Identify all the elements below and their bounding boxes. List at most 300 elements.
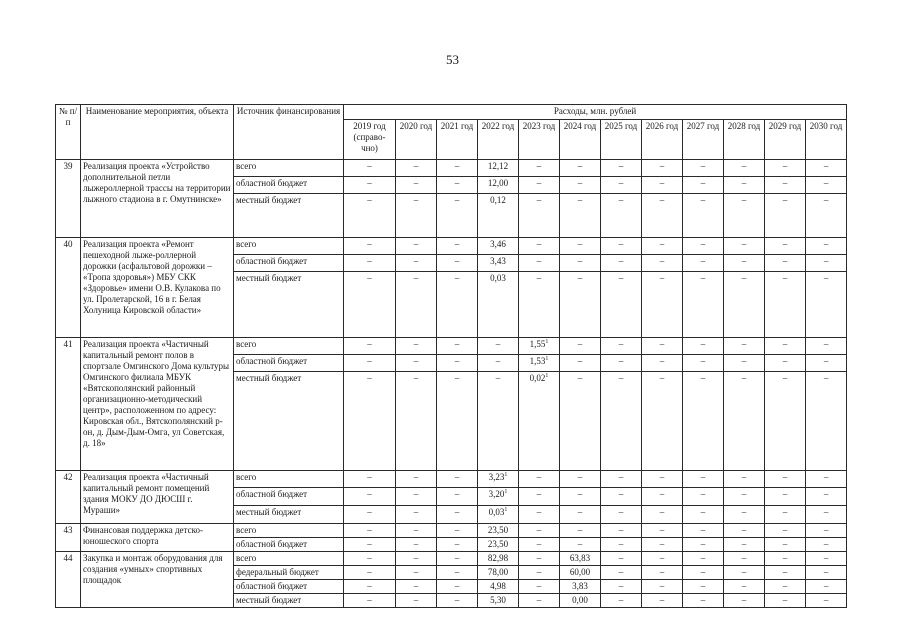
expense-value	[519, 488, 560, 506]
expense-value	[724, 506, 765, 524]
value-text: –	[741, 567, 747, 577]
event-name: Финансовая поддержка детско-юношеского спорта	[81, 524, 234, 552]
value-text: 12,12	[487, 161, 509, 171]
expense-value	[724, 355, 765, 372]
expense-value	[478, 355, 519, 372]
value-text: –	[700, 581, 706, 591]
expense-value	[478, 177, 519, 194]
value-text: –	[536, 472, 542, 482]
value-text: –	[367, 489, 372, 499]
value-text: –	[782, 595, 788, 605]
expense-value	[806, 488, 847, 506]
value-text: 1,53	[529, 356, 546, 366]
value-text: –	[367, 195, 372, 205]
value-text: –	[659, 581, 665, 591]
expense-value	[806, 552, 847, 566]
value-text: –	[659, 553, 665, 563]
value-text: –	[782, 356, 788, 366]
value-text: –	[618, 339, 624, 349]
value-text: –	[741, 178, 747, 188]
event-name: Реализация проекта «Частичный капитальный ремонт помещений здания МОКУ ДО ДЮСШ г. Мураши»	[81, 471, 234, 524]
footnote-mark: 1	[545, 373, 549, 379]
value-text: –	[577, 239, 583, 249]
value-text: –	[454, 356, 460, 366]
expense-value	[683, 372, 724, 471]
expense-value	[601, 552, 642, 566]
value-text: –	[700, 239, 706, 249]
value-text: –	[700, 256, 706, 266]
value-text: –	[413, 161, 419, 171]
expense-value	[683, 238, 724, 255]
expense-value	[724, 194, 765, 238]
value-text: –	[367, 507, 372, 517]
expense-value	[601, 372, 642, 471]
value-text: –	[577, 525, 583, 535]
value-text: 0,12	[490, 195, 506, 205]
expense-value	[437, 338, 478, 355]
value-text: –	[536, 489, 542, 499]
expense-value	[344, 372, 396, 471]
expense-value	[437, 160, 478, 177]
value-text: –	[700, 178, 706, 188]
value-text: –	[659, 472, 665, 482]
value-text: –	[413, 239, 419, 249]
value-text: 5,30	[490, 595, 506, 605]
value-text: –	[367, 356, 372, 366]
expense-value	[519, 372, 560, 471]
value-text: –	[782, 195, 788, 205]
footnote-mark: 1	[545, 356, 549, 362]
value-text: –	[454, 553, 460, 563]
expense-value	[344, 580, 396, 594]
expense-value	[765, 538, 806, 552]
value-text: –	[823, 178, 829, 188]
expense-value	[724, 372, 765, 471]
value-text: –	[823, 595, 829, 605]
expense-value	[519, 255, 560, 272]
expense-value	[478, 506, 519, 524]
expense-value	[560, 580, 601, 594]
value-text: –	[618, 373, 624, 383]
value-text: –	[782, 239, 788, 249]
expense-value	[478, 566, 519, 580]
expense-value	[806, 594, 847, 608]
value-text: –	[659, 239, 665, 249]
value-text: –	[823, 339, 829, 349]
expense-value	[396, 238, 437, 255]
expense-value	[344, 355, 396, 372]
expense-value	[519, 594, 560, 608]
value-text: 1,55	[529, 339, 546, 349]
value-text: –	[367, 256, 372, 266]
expense-value	[478, 372, 519, 471]
expense-value	[601, 538, 642, 552]
value-text: –	[700, 595, 706, 605]
value-text: –	[577, 195, 583, 205]
expense-value	[396, 538, 437, 552]
value-text: –	[454, 339, 460, 349]
value-text: 12,00	[487, 178, 509, 188]
expense-value	[437, 580, 478, 594]
expense-value	[396, 355, 437, 372]
value-text: 0,00	[572, 595, 588, 605]
value-text: –	[413, 356, 419, 366]
value-text: –	[367, 178, 372, 188]
expense-value	[806, 338, 847, 355]
expense-value	[437, 594, 478, 608]
value-text: –	[367, 553, 372, 563]
funding-source: местный бюджет	[234, 594, 344, 608]
expense-value	[683, 255, 724, 272]
table-row	[56, 552, 847, 566]
value-text: –	[618, 595, 624, 605]
expense-value	[344, 594, 396, 608]
funding-source: всего	[234, 160, 344, 177]
expense-value	[642, 580, 683, 594]
value-text: –	[782, 273, 788, 283]
value-text: –	[741, 373, 747, 383]
value-text: –	[823, 239, 829, 249]
expense-value	[806, 238, 847, 255]
value-text: –	[659, 339, 665, 349]
header-year: 2020 год	[396, 120, 437, 160]
header-year: 2030 год	[806, 120, 847, 160]
expense-value	[560, 524, 601, 538]
value-text: –	[413, 525, 419, 535]
expense-value	[642, 372, 683, 471]
expense-value	[724, 524, 765, 538]
expense-value	[437, 272, 478, 338]
expense-value	[478, 238, 519, 255]
expense-value	[344, 255, 396, 272]
expense-value	[724, 566, 765, 580]
expense-value	[601, 524, 642, 538]
expense-value	[683, 177, 724, 194]
value-text: –	[536, 195, 542, 205]
value-text: –	[577, 339, 583, 349]
expense-value	[642, 338, 683, 355]
value-text: –	[454, 539, 460, 549]
expense-value	[724, 488, 765, 506]
expense-value	[683, 580, 724, 594]
value-text: –	[782, 256, 788, 266]
funding-source: областной бюджет	[234, 580, 344, 594]
expense-value	[560, 488, 601, 506]
value-text: –	[618, 239, 624, 249]
value-text: –	[536, 256, 542, 266]
expense-value	[765, 372, 806, 471]
expense-value	[344, 566, 396, 580]
expense-value	[344, 160, 396, 177]
header-year: 2019 год (справо-чно)	[344, 120, 396, 160]
value-text: –	[413, 195, 419, 205]
page-number: 53	[446, 52, 459, 67]
expense-value	[560, 255, 601, 272]
expense-value	[519, 580, 560, 594]
value-text: –	[823, 472, 829, 482]
expense-value	[601, 194, 642, 238]
value-text: –	[454, 239, 460, 249]
expense-value	[642, 238, 683, 255]
expense-value	[560, 355, 601, 372]
value-text: –	[454, 595, 460, 605]
value-text: –	[741, 256, 747, 266]
header-year: 2026 год	[642, 120, 683, 160]
value-text: –	[536, 507, 542, 517]
value-text: –	[536, 553, 542, 563]
value-text: –	[700, 273, 706, 283]
expense-value	[806, 177, 847, 194]
expense-value	[601, 471, 642, 488]
value-text: –	[367, 567, 372, 577]
expense-value	[806, 538, 847, 552]
table-row	[56, 238, 847, 255]
value-text: –	[782, 567, 788, 577]
expense-value	[765, 580, 806, 594]
expense-value	[478, 160, 519, 177]
value-text: –	[782, 339, 788, 349]
funding-source: областной бюджет	[234, 177, 344, 194]
value-text: –	[618, 273, 624, 283]
value-text: –	[659, 525, 665, 535]
value-text: 3,20	[488, 489, 505, 499]
expense-value	[437, 488, 478, 506]
value-text: 60,00	[569, 567, 591, 577]
value-text: –	[367, 525, 372, 535]
expense-value	[601, 238, 642, 255]
expense-value	[396, 580, 437, 594]
value-text: –	[618, 195, 624, 205]
expense-value	[683, 272, 724, 338]
value-text: 3,46	[490, 239, 506, 249]
value-text: –	[536, 239, 542, 249]
value-text: –	[454, 507, 460, 517]
expense-value	[683, 594, 724, 608]
expense-value	[478, 272, 519, 338]
header-source: Источник финансирования	[234, 105, 344, 160]
expense-value	[642, 488, 683, 506]
footnote-mark: 1	[504, 489, 508, 495]
expense-value	[765, 524, 806, 538]
expense-value	[437, 355, 478, 372]
expense-value	[519, 566, 560, 580]
value-text: –	[741, 356, 747, 366]
expense-value	[601, 338, 642, 355]
expense-value	[396, 524, 437, 538]
value-text: –	[700, 507, 706, 517]
expense-value	[560, 594, 601, 608]
expense-value	[765, 160, 806, 177]
expense-value	[724, 594, 765, 608]
value-text: –	[454, 161, 460, 171]
expense-value	[344, 538, 396, 552]
expense-value	[683, 566, 724, 580]
value-text: –	[454, 581, 460, 591]
value-text: –	[823, 525, 829, 535]
value-text: –	[741, 553, 747, 563]
expense-value	[478, 594, 519, 608]
value-text: –	[618, 553, 624, 563]
expense-value	[683, 194, 724, 238]
value-text: –	[577, 507, 583, 517]
value-text: –	[659, 256, 665, 266]
header-year: 2024 год	[560, 120, 601, 160]
value-text: –	[454, 256, 460, 266]
expense-value	[765, 355, 806, 372]
expense-value	[519, 471, 560, 488]
value-text: –	[823, 356, 829, 366]
expense-value	[560, 566, 601, 580]
header-num: № п/п	[56, 105, 81, 160]
footnote-mark: 1	[504, 472, 508, 478]
value-text: –	[413, 539, 419, 549]
funding-source: областной бюджет	[234, 488, 344, 506]
expense-value	[683, 355, 724, 372]
expense-value	[601, 488, 642, 506]
expense-value	[560, 238, 601, 255]
expense-value	[437, 552, 478, 566]
expense-value	[683, 524, 724, 538]
expense-value	[765, 272, 806, 338]
value-text: –	[741, 472, 747, 482]
expense-value	[519, 506, 560, 524]
value-text: –	[823, 553, 829, 563]
expense-value	[478, 488, 519, 506]
value-text: –	[577, 356, 583, 366]
footnote-mark: 1	[545, 339, 549, 345]
value-text: –	[700, 195, 706, 205]
expense-value	[683, 488, 724, 506]
value-text: –	[618, 472, 624, 482]
expense-value	[806, 580, 847, 594]
expense-value	[560, 471, 601, 488]
expense-value	[724, 177, 765, 194]
expense-value	[519, 538, 560, 552]
table-row	[56, 524, 847, 538]
value-text: 0,02	[529, 373, 546, 383]
expense-value	[396, 272, 437, 338]
value-text: –	[413, 273, 419, 283]
event-name: Закупка и монтаж оборудования для создания «умных» спортивных площадок	[81, 552, 234, 608]
expense-value	[683, 506, 724, 524]
funding-source: всего	[234, 524, 344, 538]
expense-value	[396, 471, 437, 488]
funding-source: местный бюджет	[234, 272, 344, 338]
value-text: –	[823, 195, 829, 205]
row-number: 41	[56, 338, 81, 471]
header-year: 2021 год	[437, 120, 478, 160]
expense-value	[519, 160, 560, 177]
expense-value	[765, 488, 806, 506]
row-number: 40	[56, 238, 81, 338]
value-text: –	[659, 489, 665, 499]
value-text: –	[823, 507, 829, 517]
expense-value	[560, 506, 601, 524]
expense-value	[519, 355, 560, 372]
expense-value	[724, 255, 765, 272]
value-text: –	[536, 567, 542, 577]
expense-value	[724, 160, 765, 177]
value-text: –	[659, 567, 665, 577]
funding-source: местный бюджет	[234, 372, 344, 471]
expense-value	[765, 552, 806, 566]
expense-value	[601, 160, 642, 177]
value-text: –	[741, 489, 747, 499]
value-text: –	[782, 525, 788, 535]
value-text: –	[659, 178, 665, 188]
expense-value	[724, 552, 765, 566]
value-text: –	[700, 373, 706, 383]
value-text: –	[618, 567, 624, 577]
value-text: –	[741, 239, 747, 249]
expense-value	[765, 238, 806, 255]
value-text: –	[823, 256, 829, 266]
row-number: 43	[56, 524, 81, 552]
event-name: Реализация проекта «Ремонт пешеходной лыже-роллерной дорожки (асфальтовой дорожки – «Тропа здоровья») МБУ СКК «Здоровье» имени О.В. Кулакова по ул. Пролетарской, 16 в г. Белая Холуница Кировской области»	[81, 238, 234, 338]
expense-value	[478, 194, 519, 238]
expense-value	[519, 338, 560, 355]
value-text: –	[618, 507, 624, 517]
expense-value	[560, 272, 601, 338]
value-text: –	[495, 373, 501, 383]
value-text: –	[413, 567, 419, 577]
expense-value	[560, 372, 601, 471]
value-text: –	[536, 161, 542, 171]
expense-value	[437, 194, 478, 238]
value-text: –	[536, 273, 542, 283]
expense-value	[765, 594, 806, 608]
expense-value	[683, 538, 724, 552]
expense-value	[437, 177, 478, 194]
value-text: –	[454, 178, 460, 188]
expense-value	[396, 372, 437, 471]
value-text: –	[413, 489, 419, 499]
expense-value	[683, 160, 724, 177]
value-text: 23,50	[487, 525, 509, 535]
value-text: –	[782, 553, 788, 563]
expense-value	[642, 566, 683, 580]
expense-value	[519, 272, 560, 338]
expense-value	[806, 355, 847, 372]
expense-value	[396, 177, 437, 194]
value-text: –	[823, 273, 829, 283]
value-text: –	[618, 178, 624, 188]
value-text: –	[618, 539, 624, 549]
expense-value	[519, 524, 560, 538]
value-text: 78,00	[487, 567, 509, 577]
value-text: –	[536, 178, 542, 188]
expense-value	[642, 594, 683, 608]
expense-value	[765, 255, 806, 272]
value-text: –	[700, 489, 706, 499]
expense-value	[806, 272, 847, 338]
expense-value	[806, 471, 847, 488]
value-text: 3,43	[490, 256, 506, 266]
value-text: –	[782, 507, 788, 517]
header-name: Наименование мероприятия, объекта	[81, 105, 234, 160]
value-text: –	[659, 195, 665, 205]
expense-value	[765, 506, 806, 524]
value-text: –	[577, 161, 583, 171]
expense-value	[765, 338, 806, 355]
value-text: –	[659, 161, 665, 171]
expense-value	[396, 160, 437, 177]
expense-value	[478, 338, 519, 355]
value-text: –	[782, 161, 788, 171]
table-body	[56, 160, 847, 608]
value-text: –	[413, 507, 419, 517]
value-text: –	[659, 356, 665, 366]
